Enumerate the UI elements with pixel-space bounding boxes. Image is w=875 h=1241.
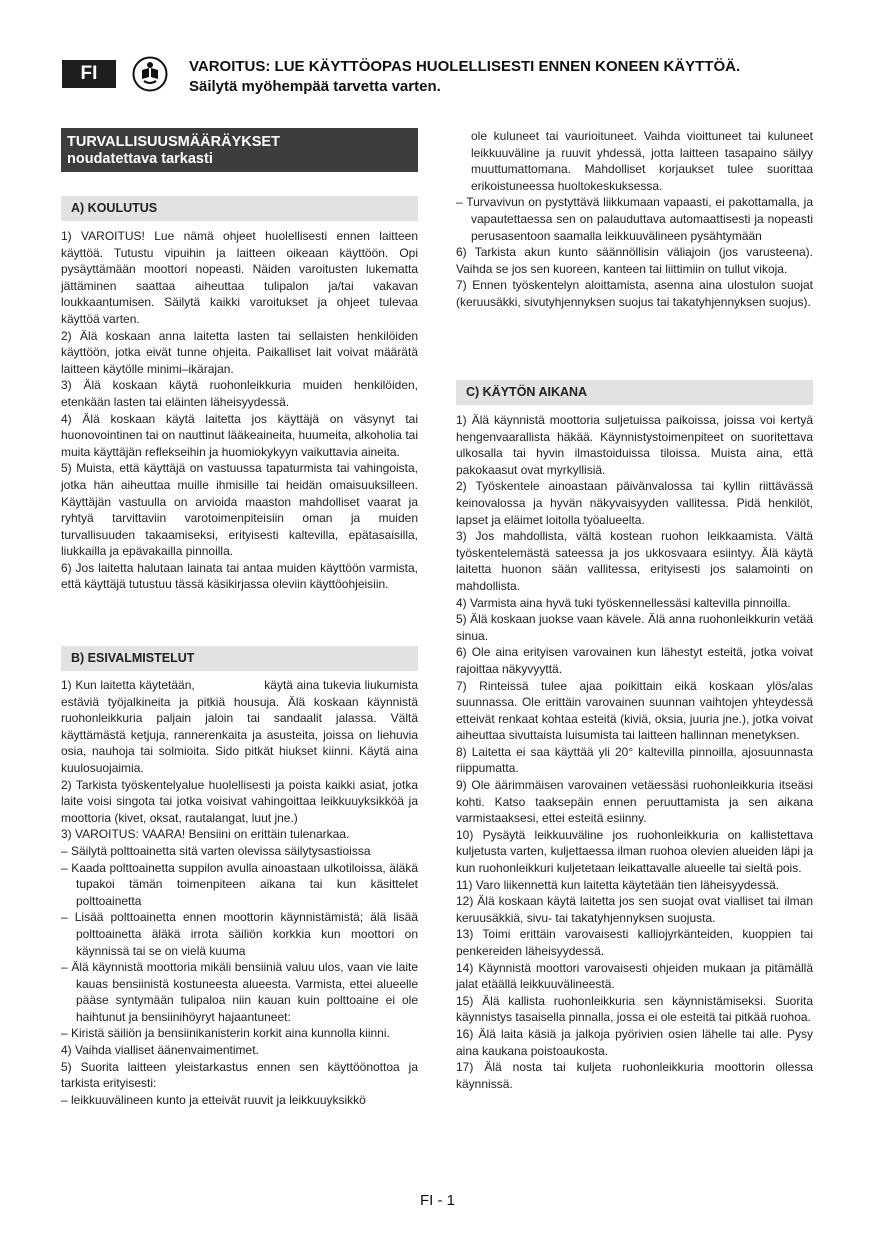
fuel-item: – Kiristä säiliön ja bensiinikanisterin korkit aina kunnolla kiinni. xyxy=(61,1026,390,1041)
fuel-item: – Kaada polttoainetta suppilon avulla ainoastaan ulkotiloissa, äläkä tupakoi tämän toimenpiteen aikana tai kun käsittelet polttoainetta xyxy=(61,860,418,908)
check-item-blade-continued: ole kuluneet tai vaurioituneet. Vaihda vioittuneet tai kuluneet leikkuuväline ja ruuvit yhdessä, jotta laitteen tasapaino säilyy muuttumattomana. Mahdolliset korjaukset tulee suorittaa erikoistuneessa huoltokeskuksessa. xyxy=(471,129,813,193)
c-paragraph: 5) Älä koskaan juokse vaan kävele. Älä anna ruohonleikkurin vetää sinua. xyxy=(456,612,813,643)
a-paragraph: 5) Muista, että käyttäjä on vastuussa tapaturmista tai vahingoista, jotka hän aiheuttaa muille ihmisille tai heidän omaisuuksilleen. Käyttäjän vastuulla on arvioida maaston mahdolliset vaarat ja ryhtyä tarvittaviin varotoimenpiteisiin oman ja muiden turvallisuuden takaamiseksi, erityisesti kaltevilla, epätasaisilla, liukkailla ja epävakailla pinnoilla. xyxy=(61,461,418,559)
fuel-item: – Säilytä polttoainetta sitä varten olevissa säilytysastioissa xyxy=(61,843,371,858)
language-badge xyxy=(62,60,116,88)
c-paragraph: 11) Varo liikennettä kun laitetta käytetään tien läheisyydessä. xyxy=(456,877,780,892)
a-paragraph: 3) Älä koskaan käytä ruohonleikkuria muiden henkilöiden, etenkään lasten tai eläinten läheisyydessä. xyxy=(61,378,418,409)
c-paragraph: 16) Älä laita käsiä ja jalkoja pyörivien osien lähelle tai alle. Pysy aina kaukana poistoaukosta. xyxy=(456,1026,813,1058)
b-paragraph-3: 3) VAROITUS: VAARA! Bensiini on erittäin tulenarkaa. xyxy=(61,827,350,842)
b-paragraph-7: 7) Ennen työskentelyn aloittamista, asenna aina ulostulon suojat (keruusäkki, sivutyhjennyksen suojus tai takatyhjennyksen suojus). xyxy=(456,278,813,309)
a-paragraph: 2) Älä koskaan anna laitetta lasten tai sellaisten henkilöiden käyttöön, jotka eivät tunne ohjeita. Paikalliset lait voivat määrätä laitteen käytölle minimi–ikärajan. xyxy=(61,328,418,376)
a-paragraph: 4) Älä koskaan käytä laitetta jos käyttäjä on väsynyt tai huonovointinen tai on nauttinut lääkeaineita, huumeita, alkoholia tai muita käyttäjän reflekseihin ja huomiokykyyn vaikuttavia aineita. xyxy=(61,411,418,459)
section-c-heading: C) KÄYTÖN AIKANA xyxy=(456,380,813,405)
b-paragraph-2: 2) Tarkista työskentelyalue huolellisesti ja poista kaikki asiat, jotka laite voisi singota tai jotka voisivat vahingoittaa leikkuuyksikköä ja moottoria (kivet, oksat, rautalangat, luut jne.) xyxy=(61,777,418,825)
b-paragraph-6: 6) Tarkista akun kunto säännöllisin väliajoin (jos varusteena). Vaihda se jos sen kuoreen, kanteen tai liittimiin on tullut vikoja. xyxy=(456,245,813,276)
check-item-blade-start: – leikkuuvälineen kunto ja etteivät ruuvit ja leikkuuyksikkö xyxy=(61,1092,366,1107)
c-paragraph: 14) Käynnistä moottori varovaisesti ohjeiden mukaan ja pitämällä jalat etäällä leikkuuvälineestä. xyxy=(456,960,813,992)
section-b-continued xyxy=(456,128,813,311)
c-paragraph: 17) Älä nosta tai kuljeta ruohonleikkuria moottorin ollessa käynnissä. xyxy=(456,1060,813,1091)
section-c-body xyxy=(456,412,813,1092)
c-paragraph: 2) Työskentele ainoastaan päivänvalossa tai kyllin riittävässä keinovalossa ja hyvän näkyvaisyyden vallitessa. Pidä henkilöt, lapset ja eläimet loitolla työalueelta. xyxy=(456,479,813,527)
fuel-item: – Lisää polttoainetta ennen moottorin käynnistämistä; älä lisää polttoainetta äläkä irrota säiliön korkkia kun moottori on käynnissä tai se on vielä kuuma xyxy=(61,910,418,958)
b-paragraph-4: 4) Vaihda vialliset äänenvaimentimet. xyxy=(61,1043,259,1058)
b-paragraph-1: 1) Kun laitetta käytetään, käytä aina tukevia liukumista estäviä työjalkineita ja pitkiä housuja. Älä koskaan käynnistä ruohonleikkuria paljain jaloin tai sandaalit jalassa. Vältä käyttämästä ketjuja, rannerenkaita ja asusteita, joissa on liehuvia osia, nauhoja tai solmioita. Sido pitkät hiukset kiinni. Käytä aina kuulosuojaimia. xyxy=(61,678,422,775)
main-heading-line-1: TURVALLISUUSMÄÄRÄYKSET xyxy=(67,134,280,150)
language-code: FI xyxy=(80,63,98,84)
b-paragraph-5: 5) Suorita laitteen yleistarkastus ennen sen käyttöönottoa ja tarkista erityisesti: xyxy=(61,1059,418,1091)
c-paragraph: 9) Ole äärimmäisen varovainen vetäessäsi ruohonleikkuria itseäsi kohti. Katso taaksepäin ennen peruuttamista ja sen aikana varmistaaksesi, ettei esteitä esiinny. xyxy=(456,778,813,826)
a-paragraph: 1) VAROITUS! Lue nämä ohjeet huolellisesti ennen laitteen käyttöä. Tutustu vipuihin ja laitteen oikeaan käyttöön. Opi pysäyttämään moottori nopeasti. Näiden varoitusten lukematta jättäminen saattaa aiheuttaa tulipalon ja/tai vakavan loukkaantumisen. Säilytä kaikki varoitukset ja ohjeet tulevaa käyttöä varten. xyxy=(61,229,418,326)
read-manual-icon xyxy=(132,56,168,92)
section-b-body xyxy=(61,677,422,1108)
c-paragraph: 8) Laitetta ei saa käyttää yli 20° kaltevilla pinnoilla, ajosuunnasta riippumatta. xyxy=(456,744,813,776)
c-paragraph: 7) Rinteissä tulee ajaa poikittain eikä koskaan ylös/alas suunnassa. Ole erittäin varovainen suunnan vaihtojen yhteydessä etteivät renkaat kohtaa esteitä (kiviä, oksia, juuria jne.), jotka voivat aiheuttaa sivuttaista luisumista tai laitteen hallinnan menetyksen. xyxy=(456,678,813,743)
section-b-heading: B) ESIVALMISTELUT xyxy=(61,646,418,671)
c-paragraph: 6) Ole aina erityisen varovainen kun lähestyt esteitä, jotka voivat rajoittaa näkyvyyttä. xyxy=(456,645,813,676)
section-a-heading: A) KOULUTUS xyxy=(61,196,418,221)
warning-line-1: VAROITUS: LUE KÄYTTÖOPAS HUOLELLISESTI ENNEN KONEEN KÄYTTÖÄ. xyxy=(189,58,741,75)
fuel-item: – Älä käynnistä moottoria mikäli bensiiniä valuu ulos, vaan vie laite kauas bensiinistä kostuneesta alueesta. Varmista, ettei alueelle pääse syntymään tulipaloa niin kauan kuin polttoaine ei ole haihtunut ja bensiinihöyryt hajaantuneet: xyxy=(61,960,418,1024)
main-heading-line-2: noudatettava tarkasti xyxy=(67,151,213,167)
a-paragraph: 6) Jos laitetta halutaan lainata tai antaa muiden käyttöön varmista, että käyttäjä tutustuu tässä käsikirjassa oleviin käyttöohjeisiin. xyxy=(61,560,418,592)
safety-regulations-heading xyxy=(61,128,418,172)
c-paragraph: 10) Pysäytä leikkuuväline jos ruohonleikkuria on kallistettava kuljetusta varten, kuljettaessa ilman ruohoa olevien alueiden läpi ja kun ruohonleikkuri kuljetetaan leikattavalle alueelle tai sieltä pois. xyxy=(456,827,813,876)
page-number: FI - 1 xyxy=(419,1192,455,1209)
c-paragraph: 12) Älä koskaan käytä laitetta jos sen suojat ovat vialliset tai ilman keruusäkkiä, sivu- tai takatyhjennyksen suojusta. xyxy=(456,894,813,925)
c-paragraph: 4) Varmista aina hyvä tuki työskennellessäsi kaltevilla pinnoilla. xyxy=(456,595,791,610)
c-paragraph: 1) Älä käynnistä moottoria suljetuissa paikoissa, joissa voi kertyä hengenvaarallista häkää. Käynnistystoimenpiteet on suoritettava ulkosalla tai hyvin ilmastoiduissa tiloissa. Muista aina, että pakokaasut ovat myrkyllisiä. xyxy=(456,413,813,477)
c-paragraph: 15) Älä kallista ruohonleikkuria sen käynnistämiseksi. Suorita käynnistys tasaisella pinnalla, jossa ei ole esteitä tai pitkää ruohoa. xyxy=(456,993,813,1025)
section-a-body xyxy=(61,228,418,593)
c-paragraph: 3) Jos mahdollista, vältä kostean ruohon leikkaamista. Vältä työskentelemästä sateessa ja jos ukkosvaara esiintyy. Älä käytä laitetta huonon sään vallitessa, erityisesti jos salamointi on mahdollista. xyxy=(456,529,813,593)
check-item-safety-lever: – Turvavivun on pystyttävä liikkumaan vapaasti, ei pakottamalla, ja vapautettaessa sen on palauduttava automaattisesti ja nopeasti perusasentoon saamalla leikkuuvälineen pysähtymään xyxy=(456,195,813,243)
c-paragraph: 13) Toimi erittäin varovaisesti kalliojyrkänteiden, kuoppien tai penkereiden läheisyydessä. xyxy=(456,927,813,958)
warning-line-2: Säilytä myöhempää tarvetta varten. xyxy=(189,78,441,95)
manual-warning-title xyxy=(189,57,829,97)
